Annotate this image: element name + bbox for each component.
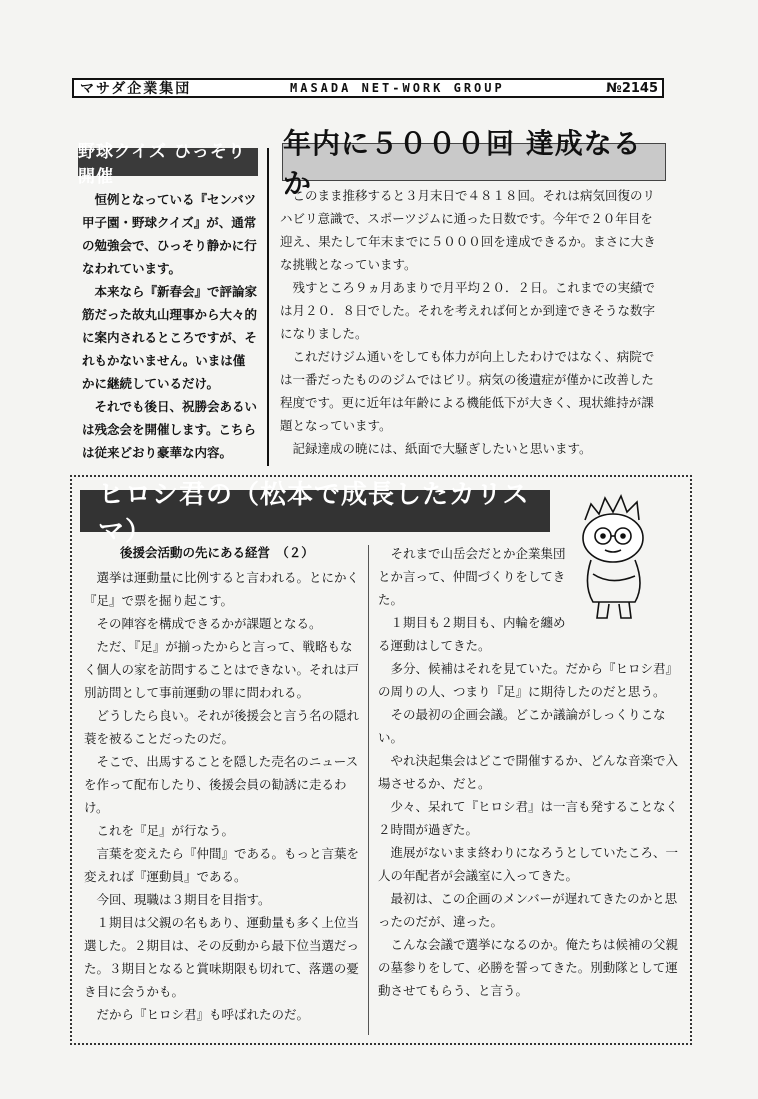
main-article-paragraph: 残すところ９ヵ月あまりで月平均２０．２日。これまでの実績では月２０．８日でした。それを考えれば何とか到達できそうな数字になりました。 [280,280,656,341]
lower-left-paragraph: 言葉を変えたら『仲間』である。もっと言葉を変えれば『運動員』である。 [84,846,360,884]
lower-article-right-column [378,542,678,1002]
main-article-paragraph: これだけジム通いをしても体力が向上したわけではなく、病院では一番だったもののジムではビリ。病気の後遺症が僅かに改善した程度です。更に近年は年齢による機能低下が大きく、現状維持が課題となっています。 [280,349,655,433]
lower-column-divider [368,545,369,1035]
main-article-paragraph: このまま推移すると３月末日で４８１８回。それは病気回復のリハビリ意識で、スポーツジムに通った日数です。今年で２０年目を迎え、果たして年末までに５０００回を達成できるか。まさに大きな挑戦となっています。 [280,188,656,272]
issue-number: №2145 [606,80,658,96]
lower-right-paragraph: やれ決起集会はどこで開催するか、どんな音楽で入場させるか、だと。 [378,753,679,791]
lower-right-paragraph: 少々、呆れて『ヒロシ君』は一言も発することなく２時間が過ぎた。 [378,799,679,837]
lower-left-paragraph: だから『ヒロシ君』も呼ばれたのだ。 [96,1007,310,1022]
lower-article-headline: ヒロシ君の（松本で成長したカリスマ） [80,490,550,532]
lower-left-paragraph: ただ、『足』が揃ったからと言って、戦略もなく個人の家を訪問することはできない。それは戸別訪問として事前運動の罪に問われる。 [84,639,360,700]
left-article-paragraph: 恒例となっている『センバツ甲子園・野球クイズ』が、通常の勉強会で、ひっそり静かに行なわれています。 [82,192,257,276]
masthead-title-en: MASADA NET-WORK GROUP [290,81,505,95]
lower-left-paragraph: どうしたら良い。それが後援会と言う名の隠れ蓑を被ることだったのだ。 [84,708,360,746]
lower-left-paragraph: その陣容を構成できるかが課題となる。 [96,616,322,631]
main-article-paragraph: 記録達成の暁には、紙面で大騒ぎしたいと思います。 [292,441,592,456]
lower-article-left-column [84,566,364,1026]
main-article-headline: 年内に５０００回 達成なるか [282,143,666,181]
main-article-body [280,184,664,460]
column-divider [267,148,269,466]
lower-article-subtitle: 後援会活動の先にある経営 （２） [120,545,314,560]
lower-right-paragraph: １期目も２期目も、内輪を纏める運動はしてきた。 [378,615,566,653]
lower-right-paragraph: こんな会議で選挙になるのか。俺たちは候補の父親の墓参りをして、必勝を誓ってきた。別動隊として運動させてもらう、と言う。 [378,937,679,998]
masthead [72,78,664,98]
left-article-paragraph: それでも後日、祝勝会あるいは残念会を開催します。こちらは従来どおり豪華な内容。 [82,399,258,460]
lower-right-paragraph: 多分、候補はそれを見ていた。だから『ヒロシ君』の周りの人、つまり『足』に期待したのだと思う。 [378,661,679,699]
masthead-title-jp: マサダ企業集団 [80,81,192,97]
left-article-headline: 野球クイズ ひっそり開催 [78,148,258,176]
lower-right-paragraph: それまで山岳会だとか企業集団とか言って、仲間づくりをしてきた。 [378,546,566,607]
left-article-paragraph: 本来なら『新春会』で評論家筋だった故丸山理事から大々的に案内されるところですが、それもかないません。いまは僅かに継続しているだけ。 [82,284,258,391]
lower-right-paragraph: 最初は、この企画のメンバーが遅れてきたのかと思ったのだが、違った。 [378,891,678,929]
lower-left-paragraph: そこで、出馬することを隠した売名のニュースを作って配布したり、後援会員の勧誘に走るわけ。 [84,754,359,815]
lower-right-paragraph: 進展がないまま終わりになろうとしていたころ、一人の年配者が会議室に入ってきた。 [378,845,679,883]
lower-left-paragraph: １期目は父親の名もあり、運動量も多く上位当選した。２期目は、その反動から最下位当選だった。３期目となると賞味期限も切れて、落選の憂き目に会うかも。 [84,915,360,999]
left-article-body [82,188,257,464]
lower-right-paragraph: その最初の企画会議。どこか議論がしっくりこない。 [378,707,666,745]
lower-left-paragraph: これを『足』が行なう。 [96,823,235,838]
lower-left-paragraph: 今回、現職は３期目を目指す。 [96,892,271,907]
lower-left-paragraph: 選挙は運動量に比例すると言われる。とにかく『足』で票を掘り起こす。 [84,570,360,608]
